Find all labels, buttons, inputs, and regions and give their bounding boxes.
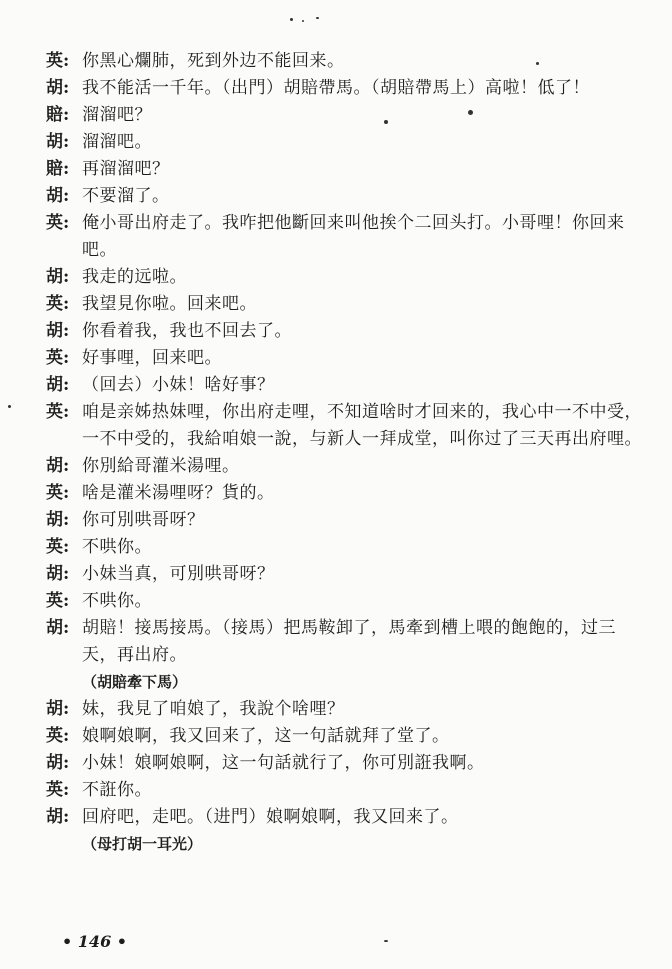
speaker: 胡: bbox=[46, 132, 70, 152]
dialogue-line bbox=[46, 183, 646, 210]
line-text: 我走的远啦。 bbox=[82, 267, 187, 287]
speaker: 賠: bbox=[46, 159, 70, 179]
stage-direction: （胡賠牽下馬） bbox=[82, 673, 188, 691]
speaker: 胡: bbox=[46, 186, 70, 206]
dialogue-line bbox=[46, 102, 646, 129]
speaker: 胡: bbox=[46, 375, 70, 395]
speaker: 英: bbox=[46, 537, 70, 557]
speaker: 胡: bbox=[46, 807, 70, 827]
line-text: 小妹！娘啊娘啊，这一句話就行了，你可別誑我啊。 bbox=[82, 753, 485, 773]
speaker: 胡: bbox=[46, 78, 70, 98]
speaker: 英: bbox=[46, 483, 70, 503]
speaker: 胡: bbox=[46, 699, 70, 719]
speaker: 英: bbox=[46, 51, 70, 71]
speaker: 胡: bbox=[46, 456, 70, 476]
line-text: 溜溜吧？ bbox=[82, 105, 152, 125]
line-text: 小妹当真，可別哄哥呀？ bbox=[82, 564, 275, 584]
speaker: 胡: bbox=[46, 618, 70, 638]
dialogue-line bbox=[46, 561, 646, 588]
dialogue-line bbox=[46, 453, 646, 480]
line-text: 咱是亲姊热妹哩，你出府走哩，不知道啥时才回来的，我心中一不中受，一不中受的，我給咱娘一說，与新人一拜成堂，叫你过了三天再出府哩。 bbox=[82, 402, 642, 449]
dialogue-line bbox=[46, 804, 646, 831]
dialogue-line bbox=[46, 615, 646, 669]
dialogue-line bbox=[46, 696, 646, 723]
speaker: 英: bbox=[46, 294, 70, 314]
page-number: • 146 • bbox=[62, 932, 127, 951]
line-text: 啥是灌米湯哩呀？貨的。 bbox=[82, 483, 275, 503]
line-text: 娘啊娘啊，我又回来了，这一句話就拜了堂了。 bbox=[82, 726, 450, 746]
speaker: 胡: bbox=[46, 267, 70, 287]
dialogue-line bbox=[46, 318, 646, 345]
dialogue-line bbox=[46, 399, 646, 453]
speaker: 胡: bbox=[46, 510, 70, 530]
dialogue-line bbox=[46, 372, 646, 399]
speaker: 英: bbox=[46, 402, 70, 422]
ink-speck bbox=[8, 405, 11, 408]
line-text: 不哄你。 bbox=[82, 537, 152, 557]
speaker: 英: bbox=[46, 213, 70, 233]
dialogue-line bbox=[46, 75, 646, 102]
dialogue-line bbox=[46, 723, 646, 750]
dialogue bbox=[46, 48, 646, 858]
dialogue-line bbox=[46, 750, 646, 777]
line-text: 好事哩，回来吧。 bbox=[82, 348, 222, 368]
line-text: 俺小哥出府走了。我咋把他斷回来叫他挨个二回头打。小哥哩！你回来吧。 bbox=[82, 213, 625, 260]
ink-speck bbox=[302, 20, 304, 22]
line-text: 你黑心爛肺，死到外边不能回来。 bbox=[82, 51, 345, 71]
line-text: 胡賠！接馬接馬。（接馬）把馬鞍卸了，馬牽到槽上喂的飽飽的，过三天，再出府。 bbox=[82, 618, 616, 665]
line-text: 回府吧，走吧。（进門）娘啊娘啊，我又回来了。 bbox=[82, 807, 459, 827]
dialogue-line bbox=[46, 345, 646, 372]
speaker: 英: bbox=[46, 780, 70, 800]
line-text: （回去）小妹！啥好事？ bbox=[82, 375, 275, 395]
dialogue-line bbox=[46, 129, 646, 156]
speaker: 英: bbox=[46, 591, 70, 611]
line-text: 你可別哄哥呀？ bbox=[82, 510, 205, 530]
ink-speck bbox=[290, 18, 293, 21]
dialogue-line bbox=[46, 210, 646, 264]
dialogue-line bbox=[46, 534, 646, 561]
speaker: 胡: bbox=[46, 753, 70, 773]
line-text: 你別給哥灌米湯哩。 bbox=[82, 456, 240, 476]
dialogue-line bbox=[46, 480, 646, 507]
line-text: 不哄你。 bbox=[82, 591, 152, 611]
line-text: 你看着我，我也不回去了。 bbox=[82, 321, 292, 341]
speaker: 英: bbox=[46, 726, 70, 746]
ink-speck bbox=[384, 940, 388, 942]
dialogue-line bbox=[46, 777, 646, 804]
dialogue-line bbox=[46, 264, 646, 291]
line-text: 我不能活一千年。（出門）胡賠帶馬。（胡賠帶馬上）高啦！低了！ bbox=[82, 78, 590, 98]
line-text: 再溜溜吧？ bbox=[82, 159, 170, 179]
ink-speck bbox=[316, 17, 319, 19]
line-text: 妹，我見了咱娘了，我說个啥哩？ bbox=[82, 699, 345, 719]
stage-direction: （母打胡一耳光） bbox=[82, 835, 203, 853]
speaker: 胡: bbox=[46, 564, 70, 584]
line-text: 我望見你啦。回来吧。 bbox=[82, 294, 257, 314]
dialogue-line bbox=[46, 156, 646, 183]
line-text: 溜溜吧。 bbox=[82, 132, 152, 152]
dialogue-line bbox=[46, 588, 646, 615]
line-text: 不誑你。 bbox=[82, 780, 152, 800]
speaker: 英: bbox=[46, 348, 70, 368]
dialogue-line bbox=[46, 291, 646, 318]
line-text: 不要溜了。 bbox=[82, 186, 170, 206]
speaker: 胡: bbox=[46, 321, 70, 341]
dialogue-line bbox=[46, 48, 646, 75]
speaker: 賠: bbox=[46, 105, 70, 125]
dialogue-line bbox=[46, 507, 646, 534]
